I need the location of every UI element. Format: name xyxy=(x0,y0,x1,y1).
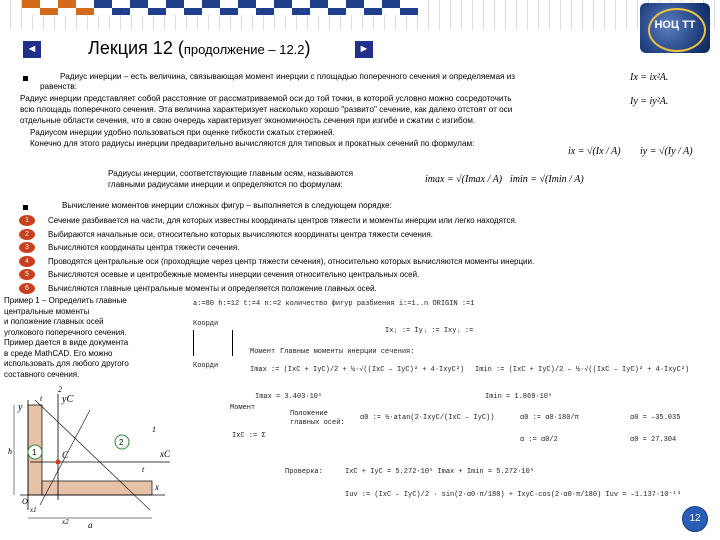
step-number-badge: 3 xyxy=(19,242,35,253)
mathcad-polozhenie: Положение xyxy=(290,410,328,418)
mathcad-check-line: IxC + IyC = 5.272·10⁵ Imax + Imin = 5.272·10⁵ xyxy=(345,468,535,476)
intro-line-3: Радиус инерции представляет собой расстояние от рассматриваемой оси до той точки, в которой условно можно сосредоточить xyxy=(20,94,512,103)
step-number-badge: 5 xyxy=(19,269,35,280)
example-line: в среде MathCAD. Его можно xyxy=(4,348,113,358)
mathcad-moment-label: Момент xyxy=(250,348,276,356)
example-line: уголкового поперечного сечения. xyxy=(4,327,127,337)
procedure-heading: Вычисление моментов инерции сложных фигур – выполняется в следующем порядке: xyxy=(62,201,392,210)
intro-line-7: Конечно для этого радиусы инерции предварительно вычисляются для типовых и прокатных сечений по формулам: xyxy=(30,139,475,148)
slide-title: Лекция 12 (продолжение – 12.2) xyxy=(88,38,311,58)
example-line: и положение главных осей xyxy=(4,317,104,326)
figure-label-x: x xyxy=(155,482,159,492)
mathcad-alpha-value: α0 = 27.304 xyxy=(630,436,677,444)
part-label: 1 xyxy=(32,448,37,457)
formula-imin: imin = √(Imin / A) xyxy=(510,174,584,185)
part-label: 2 xyxy=(119,438,124,447)
mathcad-label-koord-2: Коорди xyxy=(193,362,219,370)
example-line: составного сечения. xyxy=(4,369,80,379)
header-checker-pattern xyxy=(22,0,422,30)
checker-cell xyxy=(58,0,76,15)
intro-line-6: Радиусом инерции удобно пользоваться при оценке гибкости сжатых стержней. xyxy=(30,128,335,137)
example-line: центральные моменты xyxy=(4,306,90,316)
figure-label-x1: x1 xyxy=(30,506,37,514)
step-text: Сечение разбивается на части, для которых известны координаты центров тяжести и моменты инерции или легко находятся. xyxy=(48,216,518,225)
figure-label-c: C xyxy=(62,450,69,460)
mathcad-ixc-sum: IxC := Σ xyxy=(232,432,266,440)
checker-cell xyxy=(274,0,292,15)
bullet xyxy=(23,76,28,81)
checker-cell xyxy=(346,0,364,15)
mathcad-heading-moments: Главные моменты инерции сечения: xyxy=(280,348,415,356)
intro-line-4: всю площадь поперечного сечения. Эта величина характеризует насколько хорошо "развито" сечение, как далеко отстоят от оси xyxy=(20,105,513,114)
formula-ix: Ix = ix²A. xyxy=(630,72,669,83)
mathcad-imin-value: Imin = 1.869·10⁵ xyxy=(485,393,553,401)
page-number: 12 xyxy=(682,506,708,532)
figure-label-xc: xC xyxy=(160,449,170,459)
next-slide-button[interactable]: ► xyxy=(355,41,373,58)
logo-text: НОЦ ТТ xyxy=(654,19,696,31)
checker-cell xyxy=(220,0,238,15)
figure-label-n2top: 2 xyxy=(58,385,62,394)
checker-cell xyxy=(202,0,220,15)
checker-cell xyxy=(40,0,58,15)
checker-cell xyxy=(112,0,130,15)
checker-cell xyxy=(328,0,346,15)
checker-cell xyxy=(22,0,40,15)
step-text: Вычисляются координаты центра тяжести сечения. xyxy=(48,243,240,253)
mathcad-imax-value: Imax = 3.403·10⁵ xyxy=(255,393,323,401)
intro-line-1: Радиус инерции – есть величина, связывающая момент инерции с площадью поперечного сечения и определяемая из xyxy=(60,72,516,81)
step-text: Выбираются начальные оси, относительно которых вычисляются координаты центра тяжести сечения. xyxy=(48,229,433,239)
checker-cell xyxy=(94,0,112,15)
mathcad-imin-formula: Imin := (IxC + IyC)/2 – ½·√((IxC – IyC)² + 4·IxyC²) xyxy=(475,366,690,374)
noc-tt-logo xyxy=(640,3,710,53)
mathcad-label-koord-1: Коорди xyxy=(193,320,219,328)
mathcad-uv-line: Iuv := (IxC – IyC)/2 · sin(2·α0·π/180) + IxyC·cos(2·α0·π/180) Iuv = –1.137·10⁻¹³ xyxy=(345,491,682,499)
mathcad-main-axes: главных осей: xyxy=(290,419,345,427)
centroid-point xyxy=(56,460,61,465)
checker-cell xyxy=(382,0,400,15)
example-description xyxy=(4,296,189,380)
figure-label-n1right: 1 xyxy=(152,425,156,434)
mathcad-alpha0-value: α0 = –35.035 xyxy=(630,414,681,422)
step-text: Проводятся центральные оси (проходящие через центр тяжести сечения), относительно которых вычисляются моменты инерции. xyxy=(48,256,535,266)
figure-label-y: y xyxy=(18,402,23,413)
figure-label-h: h xyxy=(8,447,12,456)
mathcad-alpha0: α0 := ½·atan(2·IxyC/(IxC – IyC)) xyxy=(360,414,495,422)
step-number-badge: 1 xyxy=(19,215,35,226)
step-number-badge: 6 xyxy=(19,283,35,294)
step-number-badge: 4 xyxy=(19,256,35,267)
intro-line-5: отдельные области сечения, что в свою очередь характеризует экономичность сечения при изгибе и сжатии с изгибом. xyxy=(20,116,476,125)
checker-cell xyxy=(238,0,256,15)
step-number-badge: 2 xyxy=(19,229,35,240)
mathcad-alpha-line: α := α0/2 xyxy=(520,436,558,444)
mathcad-imax-formula: Imax := (IxC + IyC)/2 + ½·√((IxC – IyC)² + 4·IxyC²) xyxy=(250,366,465,374)
step-text: Вычисляются осевые и центробежные моменты инерции сечения относительно центральных осей. xyxy=(48,270,420,280)
example-line: Пример 1 – Определить главные xyxy=(4,296,127,305)
checker-cell xyxy=(256,0,274,15)
mathcad-params: a:=80 h:=12 t:=4 n:=2 количество фигур разбиения i:=1..n ORIGIN :=1 xyxy=(193,300,475,308)
step-text: Вычисляются главные центральные моменты и определяется положение главных осей. xyxy=(48,284,377,293)
figure-label-t2: t xyxy=(142,465,145,474)
checker-cell xyxy=(364,0,382,15)
mathcad-check-label: Проверка: xyxy=(285,468,323,476)
mathcad-moment-label-2: Момент xyxy=(230,404,256,412)
prev-slide-button[interactable]: ◄ xyxy=(23,41,41,58)
figure-label-a: a xyxy=(88,520,93,530)
formula-ix-radius: ix = √(Ix / A) xyxy=(568,146,621,157)
figure-label-yc: yC xyxy=(62,394,74,405)
formula-imax: imax = √(Imax / A) xyxy=(425,174,503,185)
principal-line-1: Радиусы инерции, соответствующие главным осям, называются xyxy=(108,169,354,178)
figure-label-x2: x2 xyxy=(62,518,69,526)
checker-cell xyxy=(76,0,94,15)
principal-line-2: главными радиусами инерции и определяются по формулам: xyxy=(108,180,343,189)
checker-cell xyxy=(148,0,166,15)
angle-section-figure xyxy=(0,380,180,530)
example-line: Пример дается в виде документа xyxy=(4,338,129,347)
formula-iy-radius: iy = √(Iy / A) xyxy=(640,146,693,157)
intro-line-2: равенств: xyxy=(40,82,77,91)
figure-label-o: O xyxy=(22,497,28,506)
checker-cell xyxy=(184,0,202,15)
checker-cell xyxy=(292,0,310,15)
example-line: использовать для любого другого xyxy=(4,359,129,368)
figure-label-t1: t xyxy=(40,394,43,403)
bullet xyxy=(23,205,28,210)
part-2-horizontal-leg xyxy=(42,481,152,495)
mathcad-moments-row: Ixⱼ := Iyⱼ := Ixyⱼ := xyxy=(385,327,474,335)
formula-iy: Iy = iy²A. xyxy=(630,96,669,107)
mathcad-figure-table xyxy=(193,330,233,356)
checker-cell xyxy=(400,0,418,15)
checker-cell xyxy=(166,0,184,15)
checker-cell xyxy=(310,0,328,15)
checker-cell xyxy=(130,0,148,15)
mathcad-alpha0-deg: α0 := α0·180/π xyxy=(520,414,579,422)
